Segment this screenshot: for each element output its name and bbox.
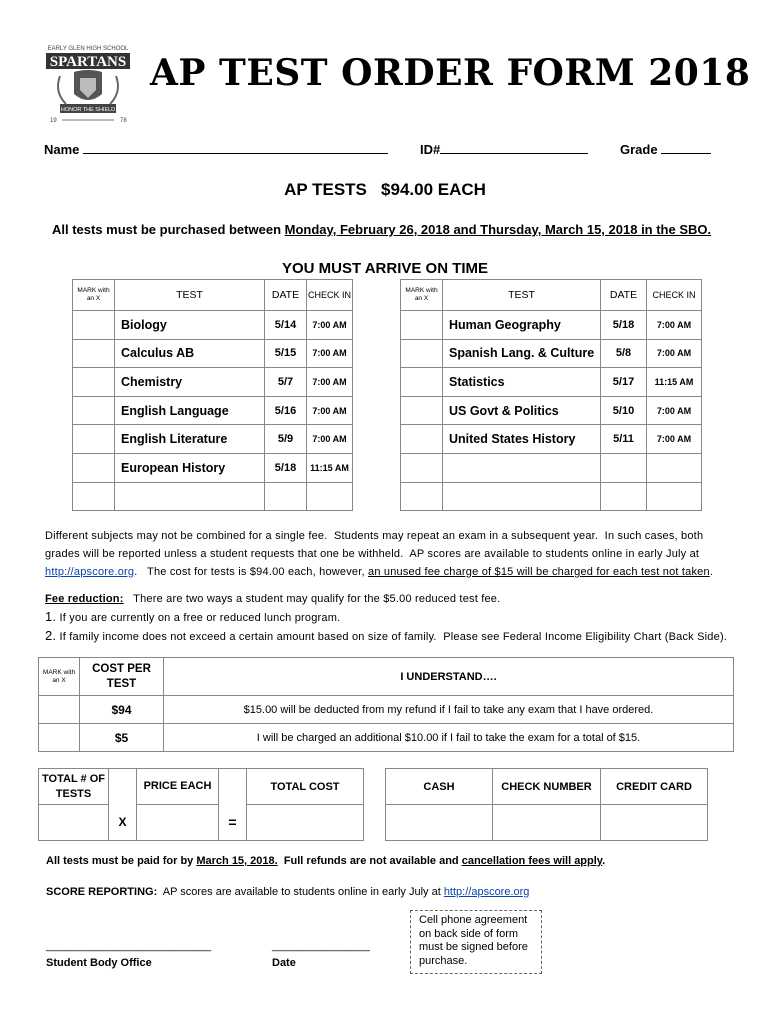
paid-notice <box>46 855 605 867</box>
checkin-time <box>647 453 702 482</box>
mark-cell[interactable] <box>401 396 443 425</box>
mark-cell[interactable] <box>401 339 443 368</box>
price-each-header: PRICE EACH <box>137 769 219 805</box>
equals-symbol: = <box>219 805 247 841</box>
logo-banner: HONOR THE SHIELD <box>60 107 116 113</box>
logo-name: SPARTANS <box>49 54 127 70</box>
check-number-input[interactable] <box>493 805 601 841</box>
test-row <box>73 396 353 425</box>
logo-year-left: 19 <box>50 118 57 124</box>
subject-name: US Govt & Politics <box>443 396 601 425</box>
test-date: 5/10 <box>601 396 647 425</box>
subject-name: Spanish Lang. & Culture <box>443 339 601 368</box>
checkin-time: 7:00 AM <box>647 425 702 454</box>
score-text: AP scores are available to students online in early July at <box>157 886 444 898</box>
cash-header: CASH <box>386 769 493 805</box>
test-row <box>73 311 353 340</box>
sbo-label: Student Body Office <box>46 957 152 969</box>
grade-label: Grade <box>620 142 658 157</box>
checkin-time: 7:00 AM <box>647 339 702 368</box>
test-row <box>401 425 702 454</box>
test-row <box>73 453 353 482</box>
test-date <box>601 482 647 511</box>
checkin-time <box>647 482 702 511</box>
mark-header: MARK with an X <box>401 280 443 311</box>
test-table-left <box>72 279 353 511</box>
mark-header: MARK with an X <box>73 280 115 311</box>
spacer-cell <box>109 769 137 805</box>
grade-field[interactable] <box>620 142 711 157</box>
cost-value: $94 <box>80 696 164 724</box>
cost-header: COST PER TEST <box>80 658 164 696</box>
subject-name: English Literature <box>115 425 265 454</box>
cost-row <box>39 696 734 724</box>
checkin-time: 7:00 AM <box>647 311 702 340</box>
test-date: 5/18 <box>265 453 307 482</box>
date-label: Date <box>272 957 296 969</box>
total-cost-input[interactable] <box>247 805 364 841</box>
subject-name: English Language <box>115 396 265 425</box>
purchase-prefix: All tests must be purchased between <box>52 222 285 237</box>
fee-item: If you are currently on a free or reduced lunch program. <box>56 612 341 624</box>
test-row <box>401 482 702 511</box>
checkin-header: CHECK IN <box>647 280 702 311</box>
test-date: 5/16 <box>265 396 307 425</box>
test-date: 5/18 <box>601 311 647 340</box>
price-each-input[interactable] <box>137 805 219 841</box>
totals-table <box>38 768 364 841</box>
fee-item: If family income does not exceed a certain amount based on size of family. Please see Federal Income Eligibility Chart (Back Side). <box>56 631 728 643</box>
mark-cell[interactable] <box>401 425 443 454</box>
test-row <box>73 482 353 511</box>
mark-cell[interactable] <box>39 724 80 752</box>
mark-cell[interactable] <box>73 368 115 397</box>
test-date <box>601 453 647 482</box>
subtitle: AP TESTS $94.00 EACH <box>284 180 486 199</box>
checkin-header: CHECK IN <box>307 280 353 311</box>
date-signature-line[interactable]: ________________ <box>272 940 370 952</box>
policy-line: grades will be reported unless a student requests that one be withheld. AP scores are available to students online in early July at <box>45 548 700 560</box>
mark-cell[interactable] <box>401 453 443 482</box>
mark-cell[interactable] <box>401 311 443 340</box>
name-field[interactable] <box>44 142 388 157</box>
score-reporting <box>46 886 529 898</box>
test-date: 5/17 <box>601 368 647 397</box>
test-row <box>73 425 353 454</box>
fee-reduction <box>45 590 765 646</box>
subject-name: Calculus AB <box>115 339 265 368</box>
test-header: TEST <box>443 280 601 311</box>
paid-text: All tests must be paid for by <box>46 855 197 867</box>
mark-cell[interactable] <box>73 425 115 454</box>
name-label: Name <box>44 142 80 157</box>
understand-text: $15.00 will be deducted from my refund if I fail to take any exam that I have ordered. <box>164 696 734 724</box>
test-row <box>73 368 353 397</box>
test-date: 5/11 <box>601 425 647 454</box>
test-date: 5/9 <box>265 425 307 454</box>
subject-name: Biology <box>115 311 265 340</box>
understand-header: I UNDERSTAND…. <box>164 658 734 696</box>
test-row <box>401 368 702 397</box>
checkin-time: 7:00 AM <box>647 396 702 425</box>
checkin-time <box>307 482 353 511</box>
checkin-time: 7:00 AM <box>307 396 353 425</box>
total-tests-header: TOTAL # OF TESTS <box>39 769 109 805</box>
policy-period: . <box>709 566 714 578</box>
id-field[interactable] <box>420 142 588 157</box>
arrive-notice: YOU MUST ARRIVE ON TIME <box>281 260 489 277</box>
cell-phone-note: Cell phone agreement on back side of form must be signed before purchase. <box>410 910 542 974</box>
mark-cell[interactable] <box>73 311 115 340</box>
test-date: 5/15 <box>265 339 307 368</box>
test-row <box>401 453 702 482</box>
mark-cell[interactable] <box>39 696 80 724</box>
subject-name <box>443 482 601 511</box>
spacer-cell <box>219 769 247 805</box>
subject-name: Chemistry <box>115 368 265 397</box>
mark-cell[interactable] <box>401 368 443 397</box>
check-number-header: CHECK NUMBER <box>493 769 601 805</box>
test-date: 5/8 <box>601 339 647 368</box>
purchase-notice <box>52 222 711 237</box>
test-row <box>73 339 353 368</box>
checkin-time: 11:15 AM <box>307 453 353 482</box>
checkin-time: 7:00 AM <box>307 339 353 368</box>
cash-input[interactable] <box>386 805 493 841</box>
date-header: DATE <box>265 280 307 311</box>
apscore-link[interactable]: http://apscore.org <box>45 566 135 578</box>
paid-text: . <box>602 855 606 867</box>
total-cost-header: TOTAL COST <box>247 769 364 805</box>
credit-card-input[interactable] <box>601 805 708 841</box>
paid-deadline: March 15, 2018. <box>196 855 278 867</box>
spartans-logo <box>40 42 136 128</box>
policy-unused-fee: an unused fee charge of $15 will be charged for each test not taken <box>368 566 710 578</box>
logo-top-text: EARLY GLEN HIGH SCHOOL <box>47 46 129 52</box>
mark-cell[interactable] <box>73 453 115 482</box>
total-tests-input[interactable] <box>39 805 109 841</box>
fee-reduction-text: There are two ways a student may qualify for the $5.00 reduced test fee. <box>123 593 501 605</box>
cancellation-fees: cancellation fees will apply <box>461 855 603 867</box>
subject-name: European History <box>115 453 265 482</box>
test-table-right <box>400 279 702 511</box>
test-header: TEST <box>115 280 265 311</box>
test-date <box>265 482 307 511</box>
fee-item-number: 1. <box>45 609 57 624</box>
score-label: SCORE REPORTING: <box>46 886 158 898</box>
paid-text: Full refunds are not available and <box>277 855 462 867</box>
checkin-time: 11:15 AM <box>647 368 702 397</box>
checkin-time: 7:00 AM <box>307 311 353 340</box>
subject-name <box>115 482 265 511</box>
id-label: ID# <box>420 142 441 157</box>
date-header: DATE <box>601 280 647 311</box>
checkin-time: 7:00 AM <box>307 425 353 454</box>
mark-header: MARK with an X <box>39 658 80 696</box>
test-row <box>401 311 702 340</box>
test-row <box>401 339 702 368</box>
fee-reduction-label: Fee reduction: <box>45 593 124 605</box>
logo-year-right: 78 <box>120 118 127 124</box>
policy-line: Different subjects may not be combined for a single fee. Students may repeat an exam in a subsequent year. In such cases, both <box>45 530 704 542</box>
purchase-dates: Monday, February 26, 2018 and Thursday, March 15, 2018 in the SBO. <box>284 222 712 237</box>
test-date: 5/14 <box>265 311 307 340</box>
mark-cell[interactable] <box>73 339 115 368</box>
cost-row <box>39 724 734 752</box>
name-blank[interactable] <box>83 142 388 154</box>
understand-text: I will be charged an additional $10.00 if I fail to take the exam for a total of $15. <box>164 724 734 752</box>
policy-text: . The cost for tests is $94.00 each, however, <box>134 566 369 578</box>
fee-item-number: 2. <box>45 628 57 643</box>
sbo-signature-line[interactable]: ___________________________ <box>46 940 212 952</box>
test-date: 5/7 <box>265 368 307 397</box>
checkin-time: 7:00 AM <box>307 368 353 397</box>
times-symbol: X <box>109 805 137 841</box>
mark-cell[interactable] <box>73 396 115 425</box>
cost-table <box>38 657 734 752</box>
cost-value: $5 <box>80 724 164 752</box>
policy-paragraph <box>45 527 745 581</box>
mark-cell[interactable] <box>401 482 443 511</box>
subject-name: United States History <box>443 425 601 454</box>
form-title: AP TEST ORDER FORM 2018 <box>150 52 751 94</box>
subject-name: Human Geography <box>443 311 601 340</box>
id-blank[interactable] <box>440 142 588 154</box>
mark-cell[interactable] <box>73 482 115 511</box>
credit-card-header: CREDIT CARD <box>601 769 708 805</box>
test-row <box>401 396 702 425</box>
grade-blank[interactable] <box>661 142 711 154</box>
subject-name: Statistics <box>443 368 601 397</box>
apscore-link[interactable]: http://apscore.org <box>443 886 530 898</box>
payment-table <box>385 768 708 841</box>
subject-name <box>443 453 601 482</box>
